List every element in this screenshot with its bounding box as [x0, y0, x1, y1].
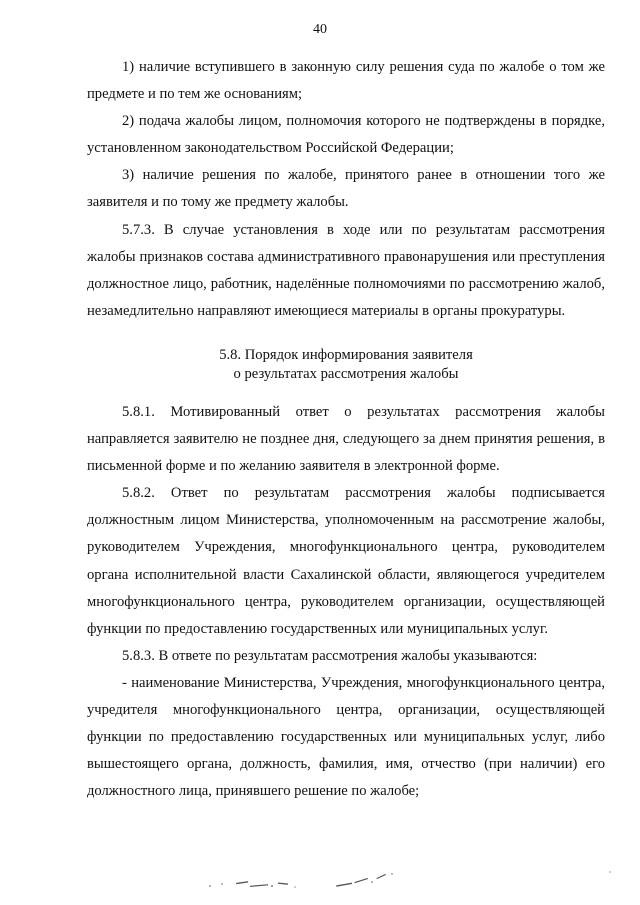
paragraph: 1) наличие вступившего в законную силу решения суда по жалобе о том же предмете и по тем же основаниям;: [87, 59, 605, 103]
paragraph: 2) подача жалобы лицом, полномочия которого не подтверждены в порядке, установленном законодательством Российской Федерации;: [87, 113, 605, 157]
paragraph: 5.8.2. Ответ по результатам рассмотрения жалобы подписывается должностным лицом Министерства, уполномоченным на рассмотрение жалобы, руководителем Учреждения, многофункционального центра, руководителем органа исполнительной власти Сахалинской области, являющегося учредителем многофункционального центра, руководителем организации, осуществляющей функции по предоставлению государственных или муниципальных услуг.: [87, 485, 605, 637]
paragraph: 5.7.3. В случае установления в ходе или по результатам рассмотрения жалобы признаков состава административного правонарушения или преступления должностное лицо, работник, наделённые полномочиями по рассмотрению жалоб, незамедлительно направляют имеющиеся материалы в органы прокуратуры.: [87, 221, 605, 319]
scan-noise-marks: [0, 860, 640, 905]
document-body: [87, 54, 605, 805]
paragraph: 5.8.3. В ответе по результатам рассмотрения жалобы указываются:: [122, 647, 538, 664]
paragraph: 3) наличие решения по жалобе, принятого ранее в отношении того же заявителя и по тому же предмету жалобы.: [87, 167, 605, 211]
paragraph: 5.8.1. Мотивированный ответ о результатах рассмотрения жалобы направляется заявителю не позднее дня, следующего за днем принятия решения, в письменной форме и по желанию заявителя в электронной форме.: [87, 403, 605, 475]
page-number: 40: [313, 22, 327, 37]
paragraph: - наименование Министерства, Учреждения, многофункционального центра, учредителя многофункционального центра, организации, осуществляющей функции по предоставлению государственных или муниципальных услуг, либо вышестоящего органа, должность, фамилия, имя, отчество (при наличии) его должностного лица, принявшего решение по жалобе;: [87, 674, 605, 800]
section-heading-line: 5.8. Порядок информирования заявителя: [219, 346, 473, 363]
section-heading: [87, 346, 605, 384]
section-heading-line: о результатах рассмотрения жалобы: [233, 365, 459, 382]
